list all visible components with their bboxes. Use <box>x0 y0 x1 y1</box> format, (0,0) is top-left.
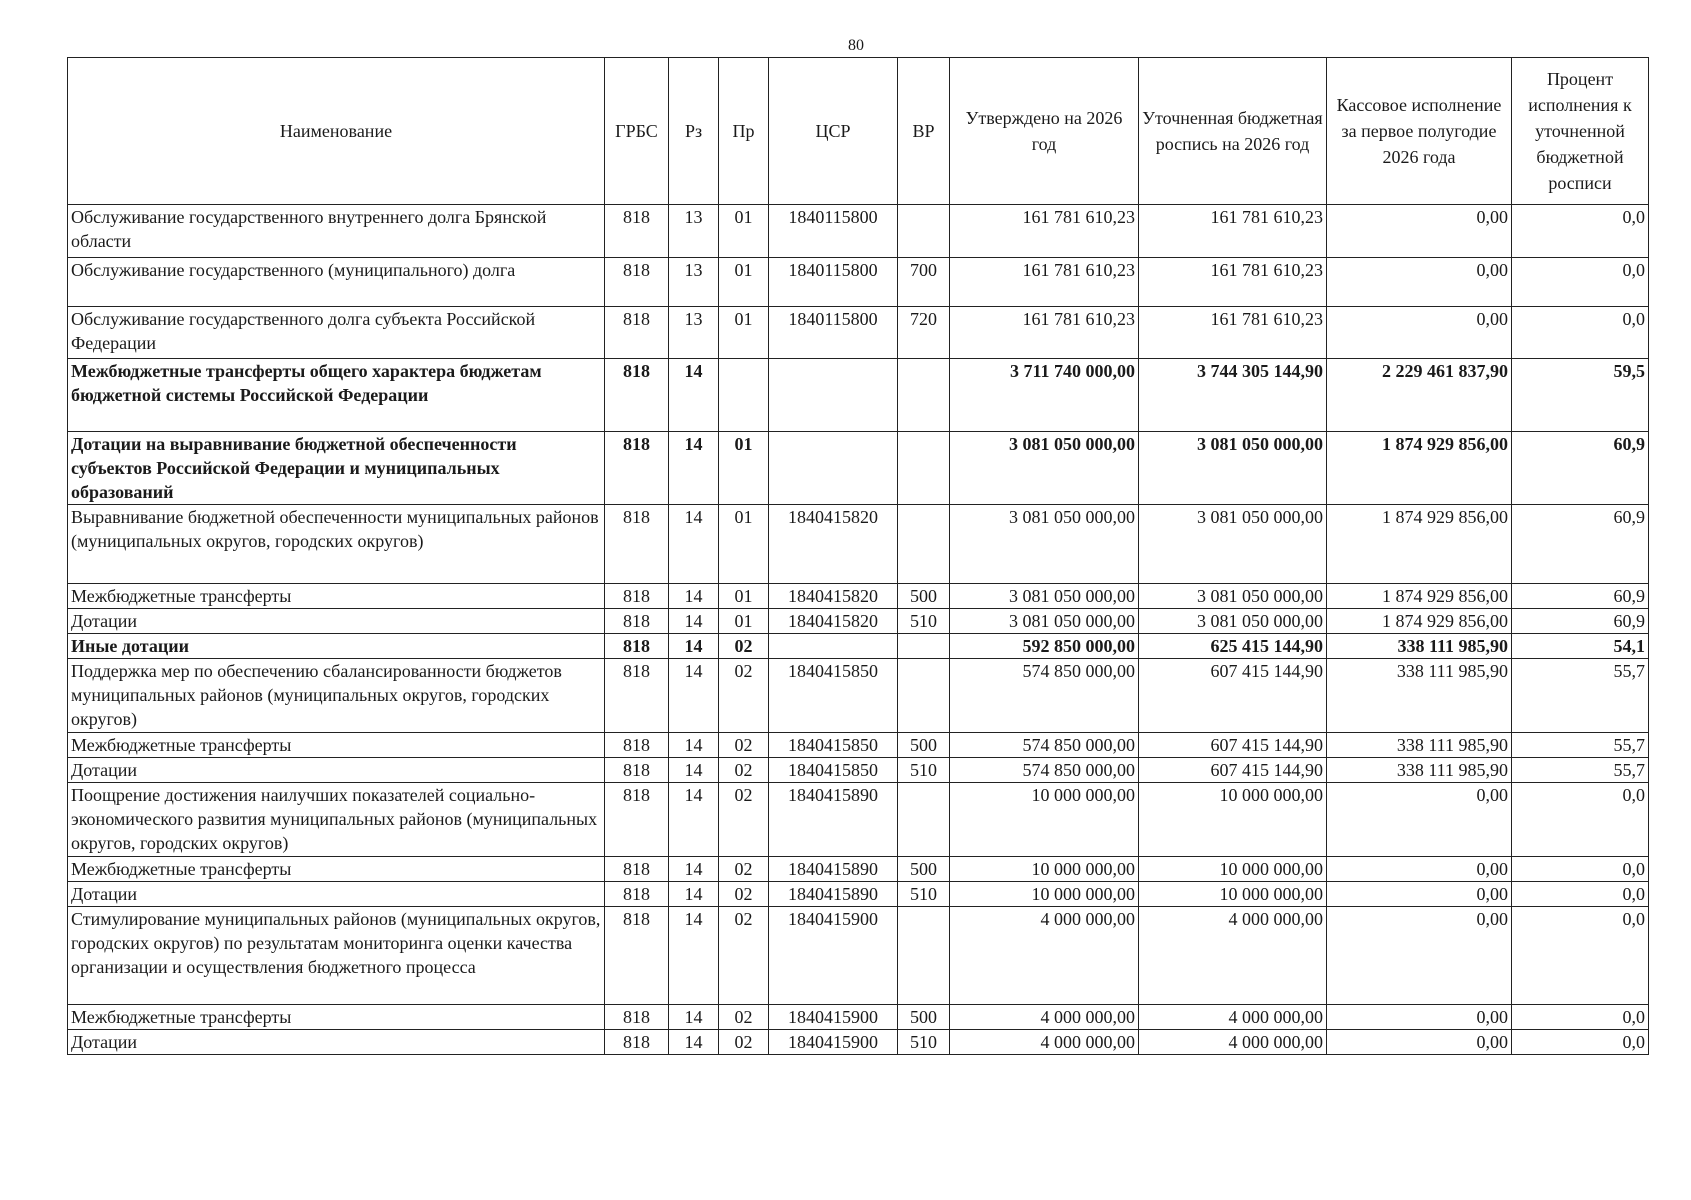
vr-cell: 500 <box>898 584 950 609</box>
approved-cell: 574 850 000,00 <box>950 758 1139 783</box>
refined-cell: 4 000 000,00 <box>1139 1005 1327 1030</box>
percent-cell: 0,0 <box>1512 857 1649 882</box>
table-row <box>68 857 1649 882</box>
cash-cell: 2 229 461 837,90 <box>1327 359 1512 432</box>
csr-cell: 1840415850 <box>769 758 898 783</box>
table-row <box>68 634 1649 659</box>
pr-cell: 02 <box>719 634 769 659</box>
header-row <box>68 58 1649 205</box>
rz-cell: 14 <box>669 1005 719 1030</box>
vr-cell <box>898 907 950 1005</box>
refined-cell: 10 000 000,00 <box>1139 882 1327 907</box>
cash-cell: 0,00 <box>1327 1005 1512 1030</box>
cash-cell: 0,00 <box>1327 307 1512 359</box>
approved-cell: 161 781 610,23 <box>950 307 1139 359</box>
refined-cell: 161 781 610,23 <box>1139 307 1327 359</box>
percent-cell: 0,0 <box>1512 882 1649 907</box>
approved-cell: 4 000 000,00 <box>950 1005 1139 1030</box>
refined-cell: 607 415 144,90 <box>1139 733 1327 758</box>
cash-cell: 1 874 929 856,00 <box>1327 609 1512 634</box>
approved-cell: 3 081 050 000,00 <box>950 432 1139 505</box>
percent-cell: 0,0 <box>1512 783 1649 857</box>
vr-cell: 700 <box>898 258 950 307</box>
refined-cell: 4 000 000,00 <box>1139 907 1327 1005</box>
pr-cell: 01 <box>719 609 769 634</box>
cash-cell: 0,00 <box>1327 907 1512 1005</box>
cash-cell: 0,00 <box>1327 205 1512 258</box>
grbs-cell: 818 <box>605 258 669 307</box>
refined-cell: 161 781 610,23 <box>1139 258 1327 307</box>
vr-cell <box>898 432 950 505</box>
name-cell: Иные дотации <box>68 634 605 659</box>
name-cell: Межбюджетные трансферты <box>68 584 605 609</box>
column-header-refined: Уточненная бюджетная роспись на 2026 год <box>1139 58 1327 205</box>
grbs-cell: 818 <box>605 205 669 258</box>
cash-cell: 338 111 985,90 <box>1327 758 1512 783</box>
csr-cell: 1840415900 <box>769 1005 898 1030</box>
grbs-cell: 818 <box>605 359 669 432</box>
cash-cell: 0,00 <box>1327 1030 1512 1055</box>
table-row <box>68 1030 1649 1055</box>
vr-cell: 510 <box>898 1030 950 1055</box>
rz-cell: 14 <box>669 634 719 659</box>
name-cell: Поддержка мер по обеспечению сбалансированности бюджетов муниципальных районов (муниципальных округов, городских округов) <box>68 659 605 733</box>
percent-cell: 60,9 <box>1512 584 1649 609</box>
name-cell: Межбюджетные трансферты <box>68 1005 605 1030</box>
pr-cell: 02 <box>719 1030 769 1055</box>
approved-cell: 4 000 000,00 <box>950 1030 1139 1055</box>
csr-cell: 1840415820 <box>769 584 898 609</box>
column-header-approved: Утверждено на 2026 год <box>950 58 1139 205</box>
approved-cell: 161 781 610,23 <box>950 205 1139 258</box>
pr-cell: 01 <box>719 505 769 584</box>
table-row <box>68 359 1649 432</box>
grbs-cell: 818 <box>605 505 669 584</box>
name-cell: Дотации <box>68 882 605 907</box>
name-cell: Стимулирование муниципальных районов (муниципальных округов, городских округов) по результатам мониторинга оценки качества организации и осуществления бюджетного процесса <box>68 907 605 1005</box>
rz-cell: 14 <box>669 659 719 733</box>
vr-cell <box>898 659 950 733</box>
approved-cell: 592 850 000,00 <box>950 634 1139 659</box>
pr-cell: 02 <box>719 783 769 857</box>
vr-cell: 500 <box>898 1005 950 1030</box>
table-row <box>68 659 1649 733</box>
grbs-cell: 818 <box>605 659 669 733</box>
refined-cell: 3 081 050 000,00 <box>1139 584 1327 609</box>
approved-cell: 3 711 740 000,00 <box>950 359 1139 432</box>
approved-cell: 10 000 000,00 <box>950 783 1139 857</box>
table-row <box>68 609 1649 634</box>
pr-cell: 01 <box>719 584 769 609</box>
column-header-grbs: ГРБС <box>605 58 669 205</box>
rz-cell: 14 <box>669 783 719 857</box>
rz-cell: 14 <box>669 359 719 432</box>
csr-cell: 1840415850 <box>769 733 898 758</box>
vr-cell <box>898 359 950 432</box>
cash-cell: 0,00 <box>1327 857 1512 882</box>
pr-cell: 01 <box>719 205 769 258</box>
percent-cell: 0,0 <box>1512 907 1649 1005</box>
percent-cell: 55,7 <box>1512 659 1649 733</box>
vr-cell: 500 <box>898 857 950 882</box>
approved-cell: 161 781 610,23 <box>950 258 1139 307</box>
csr-cell: 1840415890 <box>769 882 898 907</box>
column-header-cash: Кассовое исполнение за первое полугодие 2026 года <box>1327 58 1512 205</box>
grbs-cell: 818 <box>605 857 669 882</box>
name-cell: Поощрение достижения наилучших показателей социально-экономического развития муниципальных районов (муниципальных округов, городских округов) <box>68 783 605 857</box>
name-cell: Обслуживание государственного (муниципального) долга <box>68 258 605 307</box>
name-cell: Дотации на выравнивание бюджетной обеспеченности субъектов Российской Федерации и муниципальных образований <box>68 432 605 505</box>
csr-cell: 1840415820 <box>769 505 898 584</box>
pr-cell: 02 <box>719 907 769 1005</box>
csr-cell: 1840415850 <box>769 659 898 733</box>
vr-cell: 500 <box>898 733 950 758</box>
vr-cell: 720 <box>898 307 950 359</box>
approved-cell: 10 000 000,00 <box>950 857 1139 882</box>
csr-cell <box>769 432 898 505</box>
csr-cell: 1840415900 <box>769 907 898 1005</box>
percent-cell: 0,0 <box>1512 307 1649 359</box>
approved-cell: 4 000 000,00 <box>950 907 1139 1005</box>
name-cell: Межбюджетные трансферты общего характера бюджетам бюджетной системы Российской Федерации <box>68 359 605 432</box>
refined-cell: 3 744 305 144,90 <box>1139 359 1327 432</box>
pr-cell: 01 <box>719 258 769 307</box>
cash-cell: 338 111 985,90 <box>1327 634 1512 659</box>
csr-cell: 1840415890 <box>769 783 898 857</box>
vr-cell <box>898 505 950 584</box>
percent-cell: 60,9 <box>1512 432 1649 505</box>
pr-cell <box>719 359 769 432</box>
grbs-cell: 818 <box>605 634 669 659</box>
approved-cell: 10 000 000,00 <box>950 882 1139 907</box>
percent-cell: 60,9 <box>1512 505 1649 584</box>
percent-cell: 55,7 <box>1512 758 1649 783</box>
table-row <box>68 1005 1649 1030</box>
vr-cell <box>898 205 950 258</box>
rz-cell: 13 <box>669 258 719 307</box>
pr-cell: 02 <box>719 659 769 733</box>
csr-cell: 1840115800 <box>769 258 898 307</box>
table-row <box>68 882 1649 907</box>
vr-cell: 510 <box>898 609 950 634</box>
table-row <box>68 758 1649 783</box>
grbs-cell: 818 <box>605 307 669 359</box>
rz-cell: 14 <box>669 609 719 634</box>
refined-cell: 625 415 144,90 <box>1139 634 1327 659</box>
vr-cell <box>898 783 950 857</box>
table-row <box>68 733 1649 758</box>
pr-cell: 02 <box>719 857 769 882</box>
csr-cell <box>769 634 898 659</box>
refined-cell: 10 000 000,00 <box>1139 857 1327 882</box>
cash-cell: 0,00 <box>1327 783 1512 857</box>
budget-table <box>67 57 1649 1055</box>
rz-cell: 13 <box>669 205 719 258</box>
pr-cell: 02 <box>719 733 769 758</box>
pr-cell: 02 <box>719 882 769 907</box>
table-row <box>68 205 1649 258</box>
table-row <box>68 432 1649 505</box>
cash-cell: 1 874 929 856,00 <box>1327 584 1512 609</box>
percent-cell: 0,0 <box>1512 258 1649 307</box>
grbs-cell: 818 <box>605 584 669 609</box>
grbs-cell: 818 <box>605 882 669 907</box>
name-cell: Межбюджетные трансферты <box>68 857 605 882</box>
cash-cell: 338 111 985,90 <box>1327 733 1512 758</box>
table-row <box>68 258 1649 307</box>
name-cell: Выравнивание бюджетной обеспеченности муниципальных районов (муниципальных округов, городских округов) <box>68 505 605 584</box>
pr-cell: 02 <box>719 1005 769 1030</box>
cash-cell: 1 874 929 856,00 <box>1327 432 1512 505</box>
refined-cell: 3 081 050 000,00 <box>1139 609 1327 634</box>
name-cell: Обслуживание государственного внутреннего долга Брянской области <box>68 205 605 258</box>
name-cell: Обслуживание государственного долга субъекта Российской Федерации <box>68 307 605 359</box>
cash-cell: 1 874 929 856,00 <box>1327 505 1512 584</box>
vr-cell: 510 <box>898 882 950 907</box>
name-cell: Дотации <box>68 609 605 634</box>
rz-cell: 14 <box>669 907 719 1005</box>
name-cell: Дотации <box>68 758 605 783</box>
approved-cell: 3 081 050 000,00 <box>950 505 1139 584</box>
csr-cell: 1840115800 <box>769 205 898 258</box>
percent-cell: 0,0 <box>1512 1005 1649 1030</box>
approved-cell: 3 081 050 000,00 <box>950 609 1139 634</box>
rz-cell: 14 <box>669 584 719 609</box>
grbs-cell: 818 <box>605 733 669 758</box>
csr-cell: 1840415820 <box>769 609 898 634</box>
percent-cell: 59,5 <box>1512 359 1649 432</box>
page-number: 80 <box>848 37 864 54</box>
column-header-vr: ВР <box>898 58 950 205</box>
cash-cell: 338 111 985,90 <box>1327 659 1512 733</box>
table-row <box>68 307 1649 359</box>
name-cell: Межбюджетные трансферты <box>68 733 605 758</box>
rz-cell: 14 <box>669 857 719 882</box>
vr-cell: 510 <box>898 758 950 783</box>
column-header-rz: Рз <box>669 58 719 205</box>
column-header-pr: Пр <box>719 58 769 205</box>
percent-cell: 0,0 <box>1512 1030 1649 1055</box>
grbs-cell: 818 <box>605 609 669 634</box>
refined-cell: 3 081 050 000,00 <box>1139 505 1327 584</box>
refined-cell: 4 000 000,00 <box>1139 1030 1327 1055</box>
rz-cell: 14 <box>669 1030 719 1055</box>
approved-cell: 574 850 000,00 <box>950 659 1139 733</box>
approved-cell: 574 850 000,00 <box>950 733 1139 758</box>
table-row <box>68 783 1649 857</box>
table-row <box>68 907 1649 1005</box>
refined-cell: 10 000 000,00 <box>1139 783 1327 857</box>
rz-cell: 14 <box>669 733 719 758</box>
grbs-cell: 818 <box>605 783 669 857</box>
rz-cell: 14 <box>669 432 719 505</box>
grbs-cell: 818 <box>605 1030 669 1055</box>
cash-cell: 0,00 <box>1327 258 1512 307</box>
approved-cell: 3 081 050 000,00 <box>950 584 1139 609</box>
refined-cell: 3 081 050 000,00 <box>1139 432 1327 505</box>
column-header-name: Наименование <box>68 58 605 205</box>
table-body <box>68 205 1649 1055</box>
refined-cell: 161 781 610,23 <box>1139 205 1327 258</box>
refined-cell: 607 415 144,90 <box>1139 758 1327 783</box>
csr-cell <box>769 359 898 432</box>
csr-cell: 1840115800 <box>769 307 898 359</box>
rz-cell: 14 <box>669 882 719 907</box>
csr-cell: 1840415900 <box>769 1030 898 1055</box>
column-header-csr: ЦСР <box>769 58 898 205</box>
grbs-cell: 818 <box>605 1005 669 1030</box>
percent-cell: 60,9 <box>1512 609 1649 634</box>
refined-cell: 607 415 144,90 <box>1139 659 1327 733</box>
name-cell: Дотации <box>68 1030 605 1055</box>
vr-cell <box>898 634 950 659</box>
percent-cell: 54,1 <box>1512 634 1649 659</box>
column-header-percent: Процент исполнения к уточненной бюджетной росписи <box>1512 58 1649 205</box>
grbs-cell: 818 <box>605 432 669 505</box>
percent-cell: 0,0 <box>1512 205 1649 258</box>
rz-cell: 14 <box>669 505 719 584</box>
rz-cell: 14 <box>669 758 719 783</box>
percent-cell: 55,7 <box>1512 733 1649 758</box>
cash-cell: 0,00 <box>1327 882 1512 907</box>
table-row <box>68 584 1649 609</box>
pr-cell: 02 <box>719 758 769 783</box>
grbs-cell: 818 <box>605 758 669 783</box>
grbs-cell: 818 <box>605 907 669 1005</box>
rz-cell: 13 <box>669 307 719 359</box>
csr-cell: 1840415890 <box>769 857 898 882</box>
pr-cell: 01 <box>719 432 769 505</box>
pr-cell: 01 <box>719 307 769 359</box>
table-row <box>68 505 1649 584</box>
